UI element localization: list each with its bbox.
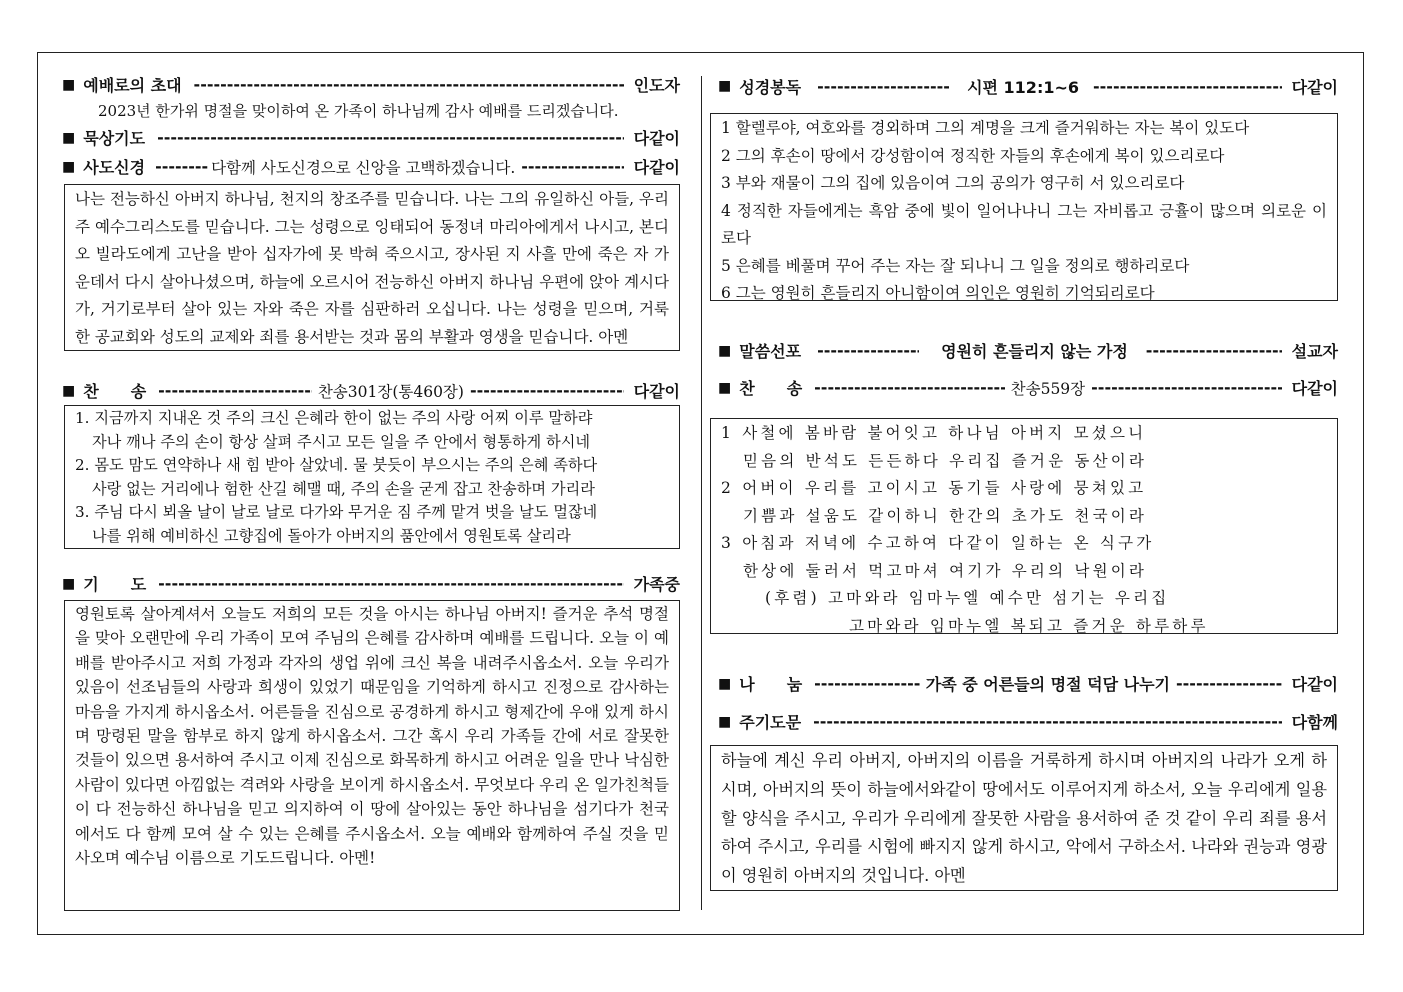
- right-column: [718, 70, 1338, 891]
- silent-prayer-header: [62, 123, 680, 152]
- creed-header: [62, 152, 680, 181]
- section-title: 찬 송: [739, 379, 803, 398]
- section-title: 사도신경: [83, 158, 146, 177]
- hymn-lyrics-box: [64, 405, 680, 549]
- square-bullet-icon: ■: [718, 342, 732, 359]
- scripture-verse: 2 그의 후손이 땅에서 강성함이여 정직한 자들의 후손에게 복이 있으리로다: [721, 146, 1225, 165]
- sharing-header: [718, 669, 1338, 698]
- section-title: 나 눔: [739, 675, 803, 694]
- hymn-refrain: 고마와라 임마누엘 복되고 즐거운 하루하루: [849, 616, 1209, 635]
- column-divider: [701, 76, 702, 910]
- section-title: 성경봉독: [739, 77, 802, 97]
- scripture-verse: 3 부와 재물이 그의 집에 있음이여 그의 공의가 영구히 서 있으리로다: [721, 174, 1185, 192]
- square-bullet-icon: ■: [718, 713, 732, 730]
- hymn-line: 자나 깨나 주의 손이 항상 살펴 주시고 모든 일을 주 안에서 형통하게 하시네: [92, 432, 591, 451]
- hymn-line: 1. 지금까지 지내온 것 주의 크신 은혜라 한이 없는 주의 사랑 어찌 이루 말하랴: [75, 409, 593, 427]
- sharing-topic: 가족 중 어른들의 명절 덕담 나누기: [925, 675, 1171, 694]
- section-role: 다함께: [1291, 713, 1338, 732]
- hymn2-header: [718, 373, 1338, 402]
- square-bullet-icon: ■: [62, 129, 76, 146]
- scripture-reference: 시편 112:1~6: [967, 77, 1080, 97]
- hymn-refrain: (후렴) 고마와라 임마누엘 예수만 섬기는 우리집: [765, 589, 1170, 607]
- dash-leader: [158, 381, 312, 400]
- hymn-line: 믿음의 반석도 든든하다 우리집 즐거운 동산이라: [743, 451, 1148, 470]
- creed-text: 나는 전능하신 아버지 하나님, 천지의 창조주를 믿습니다. 나는 그의 유일하신 아들, 우리 주 예수그리스도를 믿습니다. 그는 성령으로 잉태되어 동정녀 마리아에게서 나시고, 본디오 빌라도에게 고난을 받아 십자가에 못 박혀 죽으시고, 장사된 지 사흘 만에 죽은 자 가운데서 다시 살아나셨으며, 하늘에 오르시어 전능하신 아버지 하나님 우편에 앉아 계시다가, 거기로부터 살아 있는 자와 죽은 자를 심판하러 오십니다. 나는 성령을 믿으며, 거룩한 공교회와 성도의 교제와 죄를 용서받는 것과 몸의 부활과 영생을 믿습니다. 아멘: [75, 190, 669, 346]
- sermon-header: [718, 336, 1338, 365]
- section-role: 다같이: [633, 382, 681, 401]
- prayer-text: 영원토록 살아계셔서 오늘도 저희의 모든 것을 아시는 하나님 아버지! 즐거운 추석 명절을 맞아 오랜만에 우리 가족이 모여 주님의 은혜를 감사하며 예배를 드립니다. 오늘 이 예배를 받아주시고 저희 가정과 각자의 생업 위에 크신 복을 내려주시옵소서. 오늘 우리가 있음이 선조님들의 사랑과 희생이 있었기 때문임을 기억하게 하시고 진정으로 감사하는 마음을 가지게 하시옵소서. 어른들을 진심으로 공경하게 하시고 형제간에 우애 있게 하시며 망령된 말을 함부로 하지 않게 하시옵소서. 그간 혹시 우리 가족들 간에 서로 잘못한 것들이 있으면 용서하여 주시고 이제 진심으로 화목하게 하시고 어려운 일을 만나 낙심한 사람이 있다면 아낌없는 격려와 사랑을 보이게 하시옵소서. 무엇보다 우리 온 일가친척들이 다 전능하신 하나님을 믿고 의지하여 이 땅에 살아있는 동안 하나님을 섬기다가 천국에서도 다 함께 모여 살 수 있는 은혜를 주시옵소서. 오늘 예배와 함께하여 주실 것을 믿사오며 예수님 이름으로 기도드립니다. 아멘!: [75, 605, 669, 868]
- dash-leader: [814, 674, 920, 693]
- dash-leader: [157, 128, 624, 147]
- sermon-title: 영원히 흔들리지 않는 가정: [941, 342, 1128, 361]
- hymn-number: 찬송559장: [1010, 379, 1086, 398]
- section-role: 가족중: [633, 575, 680, 594]
- dash-leader: [1146, 341, 1282, 360]
- lords-prayer-text: 하늘에 계신 우리 아버지, 아버지의 이름을 거룩하게 하시며 아버지의 나라가 오게 하시며, 아버지의 뜻이 하늘에서와같이 땅에서도 이루어지게 하소서, 오늘 우리에게 일용할 양식을 주시고, 우리가 우리에게 잘못한 사람을 용서하여 준 것 같이 우리 죄를 용서하여 주시고, 우리를 시험에 빠지지 않게 하시고, 악에서 구하소서. 나라와 권능과 영광이 영원히 아버지의 것입니다. 아멘: [721, 751, 1327, 886]
- dash-leader: [1176, 674, 1282, 693]
- scripture-verse: 4 정직한 자들에게는 흑암 중에 빛이 일어나나니 그는 자비롭고 긍휼이 많으며 의로운 이로다: [721, 201, 1327, 247]
- hymn-line: 기쁨과 설움도 같이하니 한간의 초가도 천국이라: [743, 506, 1148, 525]
- section-title: 예배로의 초대: [83, 76, 182, 95]
- dash-leader: [155, 157, 209, 176]
- hymn-line: 2 어버이 우리를 고이시고 동기들 사랑에 뭉쳐있고: [721, 479, 1147, 497]
- square-bullet-icon: ■: [718, 78, 732, 94]
- dash-leader: [470, 381, 624, 400]
- dash-leader: [1093, 77, 1282, 96]
- section-role: 설교자: [1291, 342, 1338, 361]
- hymn2-lyrics-box: [710, 418, 1338, 634]
- scripture-verse: 5 은혜를 베풀며 꾸어 주는 자는 잘 되나니 그 일을 정의로 행하리로다: [721, 256, 1190, 275]
- hymn-header: [62, 376, 680, 405]
- invitation-header: [62, 70, 680, 99]
- creed-text-box: [64, 184, 680, 351]
- square-bullet-icon: ■: [62, 76, 76, 93]
- dash-leader: [814, 378, 1004, 397]
- lords-prayer-box: [710, 745, 1338, 891]
- dash-leader: [521, 157, 623, 176]
- hymn-line: 1 사철에 봄바람 불어잇고 하나님 아버지 모셨으니: [721, 424, 1147, 442]
- section-role: 인도자: [633, 76, 680, 95]
- hymn-line: 나를 위해 예비하신 고향집에 돌아가 아버지의 품안에서 영원토록 살리라: [92, 526, 571, 545]
- section-role: 다같이: [1291, 675, 1338, 694]
- square-bullet-icon: ■: [62, 382, 76, 399]
- dash-leader: [194, 75, 624, 94]
- scripture-text-box: [710, 113, 1338, 301]
- hymn-line: 2. 몸도 맘도 연약하나 새 힘 받아 살았네. 물 붓듯이 부으시는 주의 은혜 족하다: [75, 456, 598, 474]
- lords-prayer-header: [718, 707, 1338, 736]
- square-bullet-icon: ■: [62, 158, 76, 175]
- square-bullet-icon: ■: [718, 675, 732, 692]
- section-role: 다같이: [1291, 379, 1339, 398]
- hymn-number: 찬송301장(통460장): [317, 382, 464, 401]
- section-title: 주기도문: [739, 713, 802, 732]
- reading-header: [718, 70, 1338, 102]
- section-title: 묵상기도: [83, 129, 146, 148]
- scripture-verse: 1 할렐루야, 여호와를 경외하며 그의 계명을 크게 즐거워하는 자는 복이 있도다: [721, 119, 1250, 137]
- section-role: 다같이: [1291, 77, 1338, 97]
- section-title: 기 도: [83, 575, 147, 594]
- section-instruction: 다함께 사도신경으로 신앙을 고백하겠습니다.: [211, 158, 516, 177]
- hymn-line: 한상에 둘러서 먹고마셔 여기가 우리의 낙원이라: [743, 561, 1148, 580]
- section-role: 다같이: [633, 129, 680, 148]
- section-role: 다같이: [633, 158, 680, 177]
- dash-leader: [158, 574, 623, 593]
- scripture-verse: 6 그는 영원히 흔들리지 아니함이여 의인은 영원히 기억되리로다: [721, 284, 1155, 302]
- dash-leader: [813, 712, 1282, 731]
- hymn-line: 사랑 없는 거리에나 험한 산길 헤맬 때, 주의 손을 굳게 잡고 찬송하며 가리라: [92, 479, 595, 498]
- hymn-line: 3. 주님 다시 뵈올 날이 날로 날로 다가와 무거운 짐 주께 맡겨 벗을 날도 멀잖네: [75, 503, 598, 521]
- dash-leader: [1091, 378, 1281, 397]
- prayer-text-box: [64, 600, 680, 911]
- square-bullet-icon: ■: [62, 575, 76, 592]
- section-title: 말씀선포: [739, 342, 802, 361]
- left-column: [62, 70, 680, 911]
- square-bullet-icon: ■: [718, 379, 732, 396]
- hymn-line: 3 아침과 저녁에 수고하여 다같이 일하는 온 식구가: [721, 534, 1155, 552]
- dash-leader: [817, 341, 919, 360]
- prayer-header: [62, 569, 680, 598]
- invitation-note: 2023년 한가위 명절을 맞이하여 온 가족이 하나님께 감사 예배를 드리겠습니다.: [98, 102, 619, 120]
- section-title: 찬 송: [83, 382, 147, 401]
- dash-leader: [817, 77, 949, 96]
